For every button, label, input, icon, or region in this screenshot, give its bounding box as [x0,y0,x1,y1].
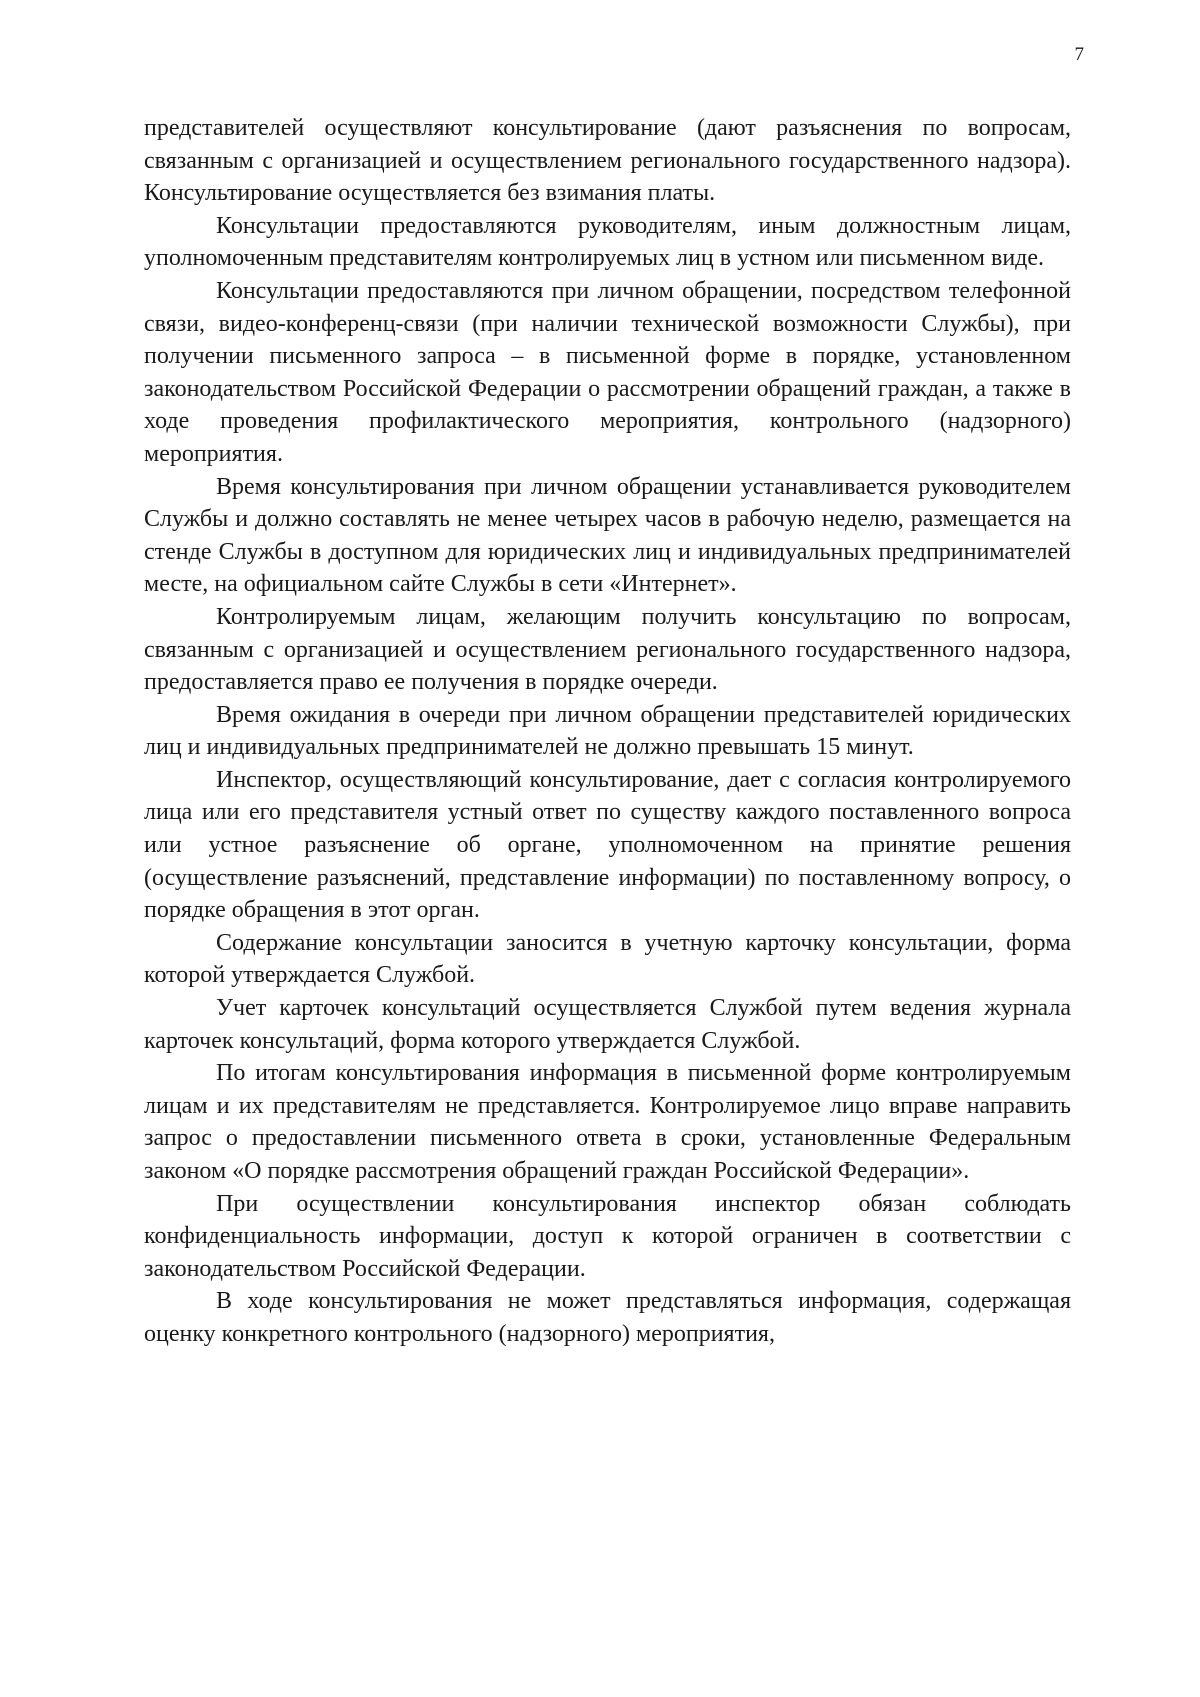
paragraph-written-answer: По итогам консультирования информация в письменной форме контролируемым лицам и их представителям не представляется. Контролируемое лицо вправе направить запрос о предоставлении письменного ответа в сроки, установленные Федеральным законом «О порядке рассмотрения обращений граждан Российской Федерации». [144,1060,1071,1184]
paragraph-restricted-information: В ходе консультирования не может представляться информация, содержащая оценку конкретного контрольного (надзорного) мероприятия, [144,1288,1071,1347]
paragraph-consultation-card: Содержание консультации заносится в учетную карточку консультации, форма которой утверждается Службой. [144,929,1071,989]
paragraph-queue-right: Контролируемым лицам, желающим получить консультацию по вопросам, связанным с организацией и осуществлением регионального государственного надзора, предоставляется право ее получения в порядке очереди. [144,603,1071,696]
paragraph-card-journal: Учет карточек консультаций осуществляется Службой путем ведения журнала карточек консультаций, форма которого утверждается Службой. [144,995,1071,1054]
paragraph-consultation-methods: Консультации предоставляются при личном обращении, посредством телефонной связи, видео-конференц-связи (при наличии технической возможности Службы), при получении письменного запроса – в письменной форме в порядке, установленном законодательством Российской Федерации о рассмотрении обращений граждан, а также в ходе проведения профилактического мероприятия, контрольного (надзорного) мероприятия. [144,277,1071,467]
paragraph-continuation: представителей осуществляют консультирование (дают разъяснения по вопросам, связанным с организацией и осуществлением регионального государственного надзора). Консультирование осуществляется без взимания платы. [144,115,1071,207]
document-body [144,112,1071,1351]
paragraph-confidentiality: При осуществлении консультирования инспектор обязан соблюдать конфиденциальность информации, доступ к которой ограничен в соответствии с законодательством Российской Федерации. [144,1190,1071,1282]
paragraph-consultation-recipients: Консультации предоставляются руководителям, иным должностным лицам, уполномоченным представителям контролируемых лиц в устном или письменном виде. [144,212,1071,272]
paragraph-inspector-answer: Инспектор, осуществляющий консультирование, дает с согласия контролируемого лица или его представителя устный ответ по существу каждого поставленного вопроса или устное разъяснение об органе, уполномоченном на принятие решения (осуществление разъяснений, представление информации) по поставленному вопросу, о порядке обращения в этот орган. [144,766,1071,924]
paragraph-consultation-time: Время консультирования при личном обращении устанавливается руководителем Службы и должно составлять не менее четырех часов в рабочую неделю, размещается на стенде Службы в доступном для юридических лиц и индивидуальных предпринимателей месте, на официальном сайте Службы в сети «Интернет». [144,473,1071,598]
paragraph-waiting-time: Время ожидания в очереди при личном обращении представителей юридических лиц и индивидуальных предпринимателей не должно превышать 15 минут. [144,701,1071,761]
page-number: 7 [1074,44,1084,65]
